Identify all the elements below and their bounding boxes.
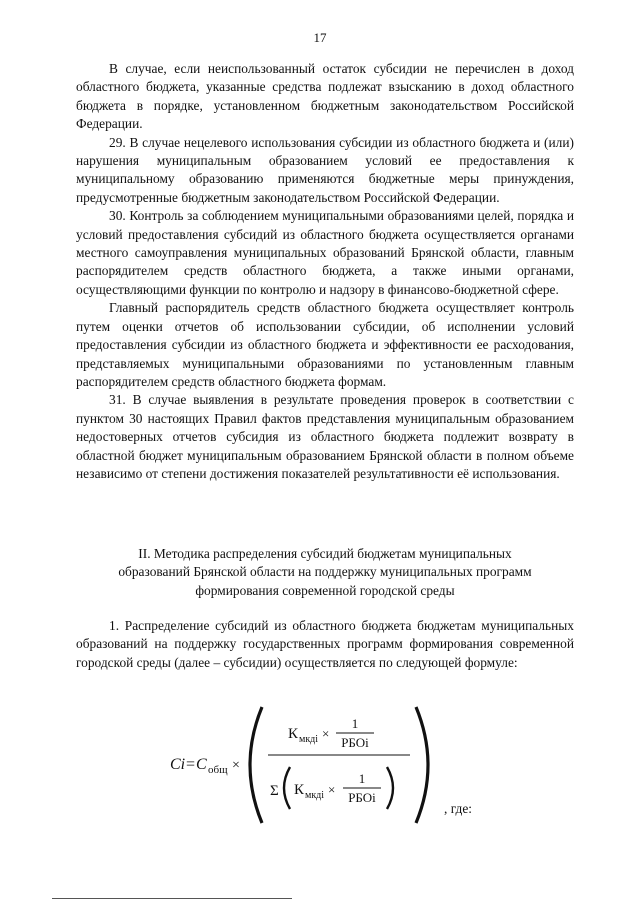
section-title-line-3: формирования современной городской среды [195, 582, 455, 598]
paragraph-unspent-balance: В случае, если неиспользованный остаток субсидии не перечислен в доход областного бюджета, указанные средства подлежат взысканию в доход областного бюджета в порядке, установленном бюджетным законодательством Российской Федерации. [76, 61, 574, 132]
section-title [76, 545, 574, 600]
inner-paren-left [284, 767, 290, 809]
formula-times-1: × [232, 758, 240, 773]
inner-paren-right [387, 767, 393, 809]
formula-num-rbo: РБОi [341, 735, 369, 750]
paragraph-29: 29. В случае нецелевого использования субсидии из областного бюджета и (или) нарушения муниципальным образованием условий ее предоставления к муниципальному образованию применяются бюджетные меры принуждения, предусмотренные бюджетным законодательством Российской Федерации. [76, 134, 574, 205]
outer-paren-right [416, 707, 428, 823]
page-number: 17 [313, 30, 327, 45]
formula-num-k-sub: мкдi [299, 734, 319, 745]
paragraph-method-1: 1. Распределение субсидий из областного бюджета бюджетам муниципальных образований на поддержку государственных программ формирования современной городской среды (далее – субсидии) осуществляется по следующей формуле: [76, 618, 574, 670]
formula-den-k-sub: мкдi [305, 790, 325, 801]
formula-equals: = [186, 756, 196, 773]
body-text-method [76, 617, 574, 672]
formula-c-sub: общ [208, 764, 228, 776]
paragraph-30: 30. Контроль за соблюдением муниципальными образованиями целей, порядка и условий предоставления субсидий из областного бюджета осуществляется органами местного самоуправления муниципальных образований Брянской области, главным распорядителем средств областного бюджета, а также иными органами, осуществляющими функции по контролю и надзору в финансово-бюджетной сфере. [76, 208, 574, 297]
formula-num-k: К [288, 726, 299, 742]
formula-den-one: 1 [358, 771, 366, 786]
formula-den-times: × [328, 782, 336, 797]
body-text-top [76, 60, 574, 483]
section-title-line-2: образований Брянской области на поддержку муниципальных программ [118, 564, 532, 580]
formula-where-text: , где: [444, 801, 472, 816]
formula-lhs: Ci [170, 756, 186, 773]
formula-den-rbo: РБОi [348, 790, 376, 805]
formula-c: C [196, 756, 207, 773]
paragraph-main-administrator: Главный распорядитель средств областного бюджета осуществляет контроль путем оценки отчетов об использовании субсидии, об исполнении условий предоставления субсидии из областного бюджета и эффективности ее расходования, представляемых муниципальными образованиями по установленным главным распорядителем средств областного бюджета формам. [76, 300, 574, 389]
footer-divider [52, 898, 292, 899]
formula-num-times: × [322, 726, 330, 741]
paragraph-31: 31. В случае выявления в результате проведения проверок в соответствии с пунктом 30 настоящих Правил фактов представления муниципальным образованием недостоверных отчетов субсидия из областного бюджета подлежит возврату в областной бюджет муниципальным образованием Брянской области в полном объеме независимо от степени достижения показателей результативности её использования. [76, 392, 574, 481]
outer-paren-left [250, 707, 262, 823]
subsidy-formula [170, 705, 440, 825]
formula-den-k: К [294, 782, 305, 798]
section-title-line-1: II. Методика распределения субсидий бюджетам муниципальных [138, 546, 512, 561]
formula-svg [170, 705, 440, 825]
formula-num-one: 1 [351, 716, 359, 731]
formula-sigma: Σ [270, 783, 279, 799]
